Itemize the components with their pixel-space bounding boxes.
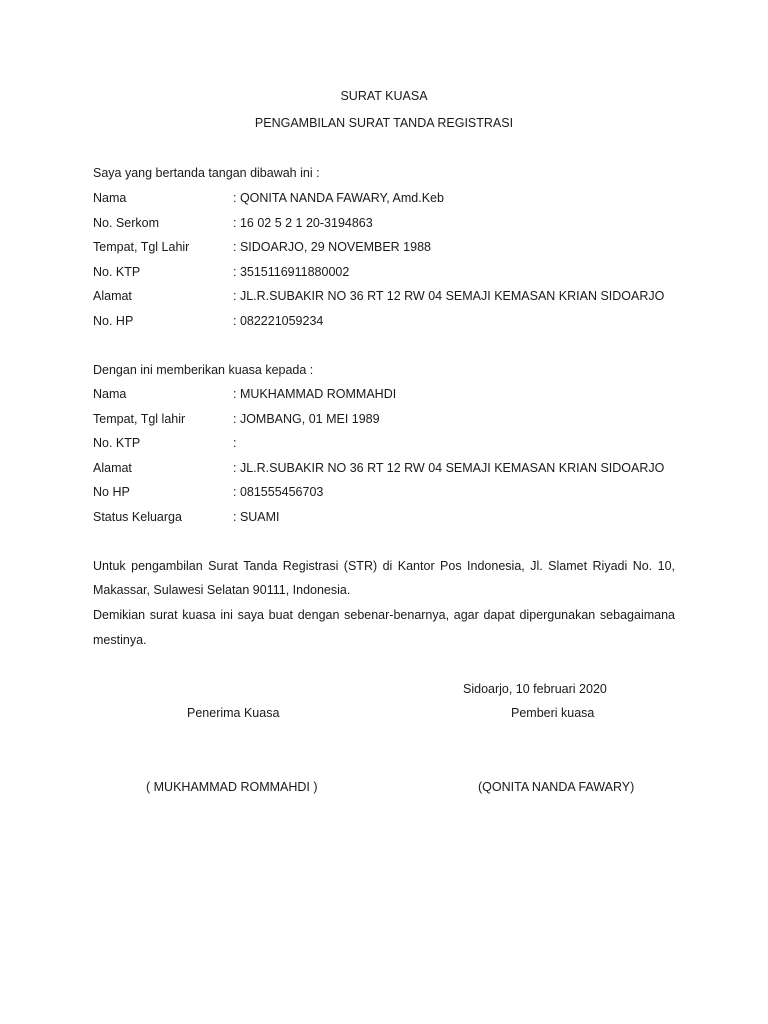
field-value: : 16 02 5 2 1 20-3194863 (233, 216, 373, 230)
field-label: No. KTP (93, 265, 141, 279)
field-value: : SIDOARJO, 29 NOVEMBER 1988 (233, 240, 431, 254)
field-value: : 081555456703 (233, 485, 324, 499)
field-label: Tempat, Tgl lahir (93, 412, 186, 426)
field-label: Alamat (93, 289, 132, 303)
field-value: : JOMBANG, 01 MEI 1989 (233, 412, 380, 426)
closing-line-2: mestinya. (93, 633, 147, 647)
receiver-name: ( MUKHAMMAD ROMMAHDI ) (146, 780, 318, 794)
field-value: : JL.R.SUBAKIR NO 36 RT 12 RW 04 SEMAJI KEMASAN KRIAN SIDOARJO (233, 461, 665, 475)
field-label: No. KTP (93, 436, 141, 450)
grant-intro-text: Dengan ini memberikan kuasa kepada : (93, 363, 314, 377)
field-label: Nama (93, 387, 127, 401)
purpose-line-2: Makassar, Sulawesi Selatan 90111, Indonesia. (93, 583, 351, 597)
field-value: : SUAMI (233, 510, 280, 524)
field-value: : QONITA NANDA FAWARY, Amd.Keb (233, 191, 444, 205)
field-label: No HP (93, 485, 130, 499)
field-label: No. Serkom (93, 216, 159, 230)
letter-subtitle: PENGAMBILAN SURAT TANDA REGISTRASI (254, 116, 514, 130)
field-label: No. HP (93, 314, 134, 328)
intro-text: Saya yang bertanda tangan dibawah ini : (93, 166, 320, 180)
field-value: : JL.R.SUBAKIR NO 36 RT 12 RW 04 SEMAJI KEMASAN KRIAN SIDOARJO (233, 289, 665, 303)
field-value: : 3515116911880002 (233, 265, 350, 279)
field-value: : 082221059234 (233, 314, 324, 328)
letter-title: SURAT KUASA (340, 89, 428, 103)
field-label: Alamat (93, 461, 132, 475)
giver-name: (QONITA NANDA FAWARY) (478, 780, 635, 794)
field-label: Status Keluarga (93, 510, 182, 524)
closing-line-1: Demikian surat kuasa ini saya buat dengan sebenar-benarnya, agar dapat dipergunakan sebagaimana (93, 608, 675, 622)
giver-label: Pemberi kuasa (511, 706, 595, 720)
field-label: Tempat, Tgl Lahir (93, 240, 190, 254)
field-label: Nama (93, 191, 127, 205)
field-value: : (233, 436, 237, 450)
receiver-label: Penerima Kuasa (187, 706, 280, 720)
purpose-line-1: Untuk pengambilan Surat Tanda Registrasi (STR) di Kantor Pos Indonesia, Jl. Slamet Riyadi No. 10, (93, 559, 675, 573)
place-date: Sidoarjo, 10 februari 2020 (463, 682, 607, 696)
field-value: : MUKHAMMAD ROMMAHDI (233, 387, 397, 401)
